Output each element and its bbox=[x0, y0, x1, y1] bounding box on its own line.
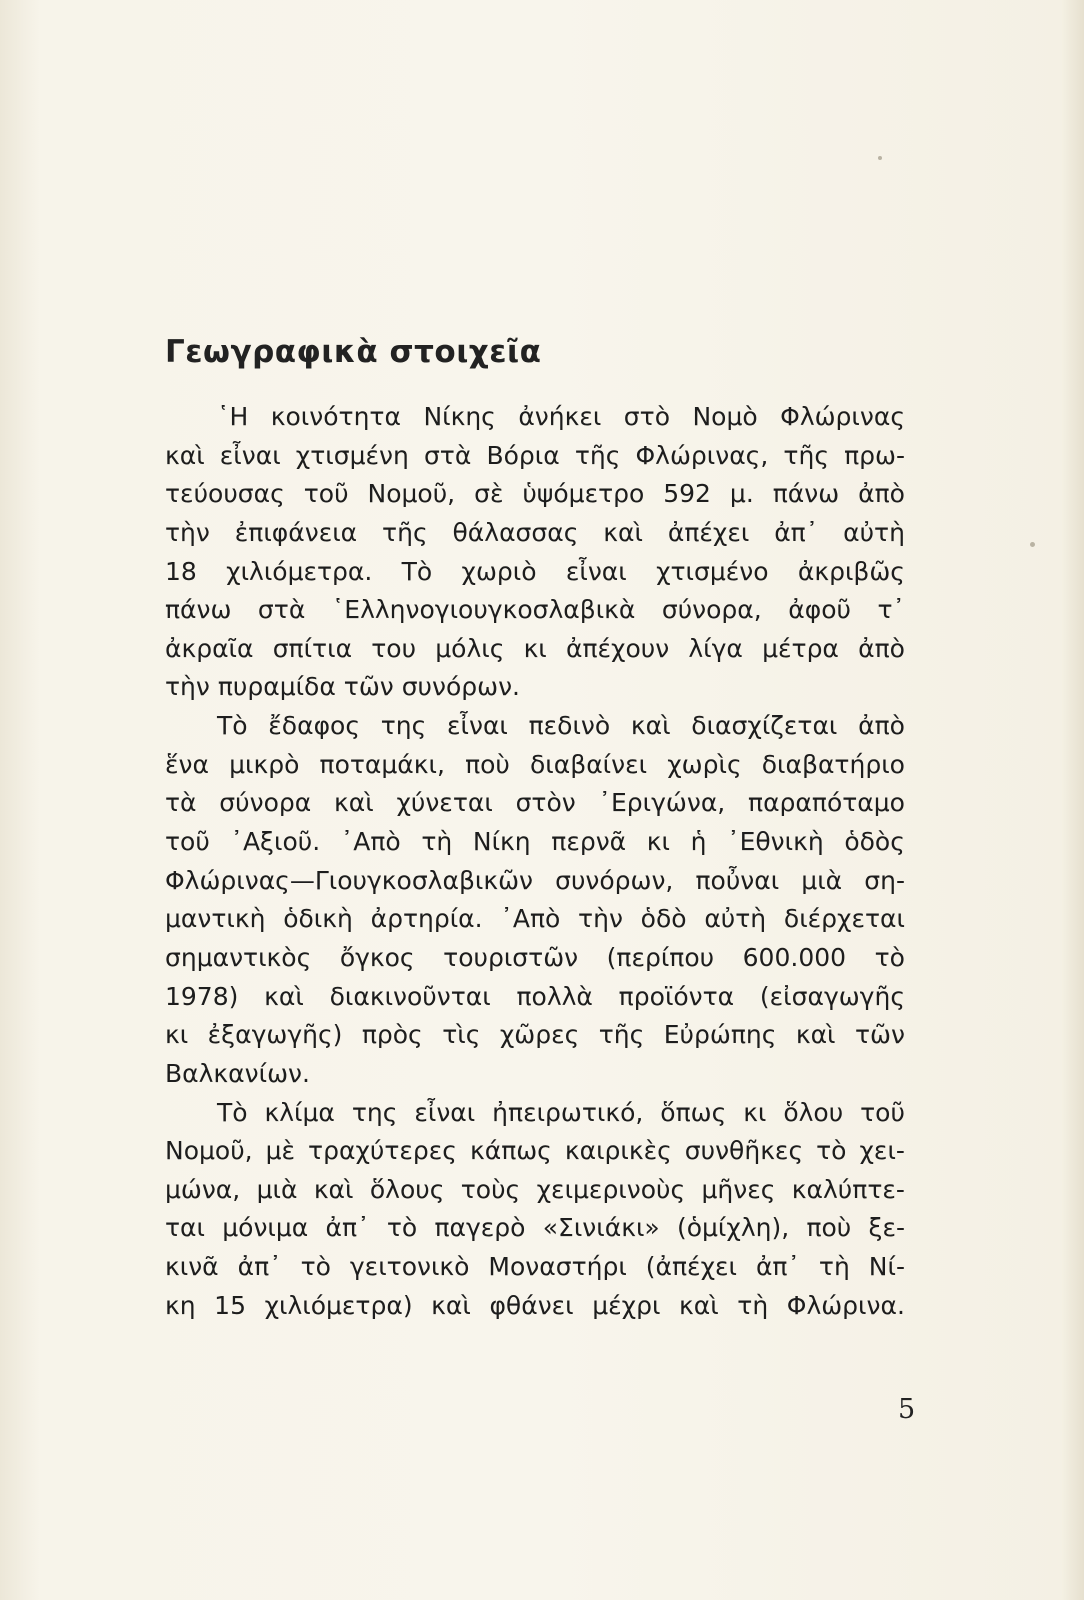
text-line bbox=[165, 900, 905, 939]
word: ᾽Απὸ bbox=[340, 827, 401, 857]
word: (περίπου bbox=[606, 942, 715, 972]
word: 15 bbox=[214, 1290, 246, 1320]
word: ὅλου bbox=[783, 1097, 844, 1127]
word: χωριὸ bbox=[461, 556, 537, 586]
word: παγερὸ bbox=[434, 1213, 526, 1243]
word: τοῦ bbox=[303, 479, 349, 509]
word: φθάνει bbox=[489, 1290, 574, 1320]
page-edge bbox=[1062, 0, 1084, 1600]
word: ἀρτηρία. bbox=[370, 904, 483, 934]
page-number: 5 bbox=[898, 1394, 916, 1425]
word: σημαντικὸς bbox=[165, 942, 312, 972]
word: τῶν bbox=[343, 672, 394, 702]
word: διακινοῦνται bbox=[329, 981, 491, 1011]
word: ἀφοῦ bbox=[788, 595, 851, 625]
word: τῆς bbox=[574, 440, 621, 470]
word: διέρχεται bbox=[783, 904, 905, 934]
text-line bbox=[165, 437, 905, 476]
word: ἐξαγωγῆς) bbox=[207, 1020, 343, 1050]
word: χει- bbox=[859, 1136, 905, 1166]
word: θάλασσας bbox=[452, 517, 579, 547]
word: ἀπ᾽ bbox=[237, 1252, 282, 1282]
word: περνᾶ bbox=[551, 827, 627, 857]
word: πυραμίδα bbox=[217, 672, 336, 702]
word: Τὸ bbox=[217, 1097, 248, 1127]
word: στὰ bbox=[423, 440, 472, 470]
word: πολλὰ bbox=[516, 981, 593, 1011]
word: στὸν bbox=[515, 788, 576, 818]
word: 18 bbox=[165, 556, 197, 586]
word: κι bbox=[646, 827, 670, 857]
word: καὶ bbox=[313, 1174, 354, 1204]
word: καλύπτε- bbox=[791, 1174, 905, 1204]
word: συνόρων, bbox=[555, 865, 674, 895]
body-text bbox=[165, 398, 905, 1325]
word: σὲ bbox=[474, 479, 504, 509]
word: καὶ bbox=[679, 1290, 719, 1320]
word: ποταμάκι, bbox=[319, 749, 445, 779]
word: γειτονικὸ bbox=[349, 1252, 470, 1282]
word: ᾽Αξιοῦ. bbox=[230, 827, 321, 857]
word: ἀπ᾽ bbox=[774, 517, 819, 547]
word: τὴν bbox=[165, 517, 210, 547]
word: καὶ bbox=[431, 1290, 471, 1320]
word: προϊόντα bbox=[618, 981, 735, 1011]
word: μόνιμα bbox=[222, 1213, 309, 1243]
word: του bbox=[371, 633, 417, 663]
word: μόλις bbox=[435, 633, 505, 663]
word: ὄγκος bbox=[339, 942, 415, 972]
word: ὁδὸ bbox=[640, 904, 687, 934]
word: σύνορα, bbox=[661, 595, 762, 625]
word: εἶναι bbox=[447, 711, 508, 741]
word: πάνω bbox=[772, 479, 840, 509]
word: Νί- bbox=[868, 1252, 905, 1282]
word: Τὸ bbox=[217, 711, 248, 741]
word: κάπως bbox=[469, 1136, 552, 1166]
word: Μοναστήρι bbox=[488, 1252, 627, 1282]
word: παραπόταμο bbox=[748, 788, 905, 818]
word: μαντικὴ bbox=[165, 904, 266, 934]
word: μιὰ bbox=[801, 865, 843, 895]
word: καὶ bbox=[333, 788, 374, 818]
word: εἶναι bbox=[565, 556, 627, 586]
word: «Σινιάκι» bbox=[542, 1213, 660, 1243]
word: καὶ bbox=[165, 440, 205, 470]
word: ἕνα bbox=[165, 749, 209, 779]
word: κλίμα bbox=[264, 1097, 335, 1127]
word: κη bbox=[165, 1290, 196, 1320]
word: τῆς bbox=[598, 1020, 645, 1050]
word: τὴν bbox=[578, 904, 623, 934]
word: ὅλους bbox=[369, 1174, 445, 1204]
word: καὶ bbox=[264, 981, 304, 1011]
word: Νίκης bbox=[423, 402, 496, 431]
word: ῾Η bbox=[217, 402, 249, 431]
word: ὑψόμετρο bbox=[522, 479, 645, 509]
word: ὅπως bbox=[660, 1097, 727, 1127]
word: αὐτὴ bbox=[704, 904, 767, 934]
word: κι bbox=[743, 1097, 767, 1127]
word: Νίκη bbox=[472, 827, 531, 857]
word: χτισμένο bbox=[656, 556, 769, 586]
word: ἐπιφάνεια bbox=[234, 517, 358, 547]
word: διασχίζεται bbox=[691, 711, 838, 741]
paper-speck bbox=[878, 156, 882, 160]
word: της bbox=[380, 711, 427, 741]
text-line bbox=[165, 1094, 905, 1133]
text-line bbox=[165, 553, 905, 592]
word: 592 bbox=[663, 479, 711, 509]
word: μῆνες bbox=[701, 1174, 776, 1204]
text-line bbox=[165, 591, 905, 630]
word: Νομοῦ, bbox=[165, 1136, 253, 1166]
word: καιρικὲς bbox=[564, 1136, 672, 1166]
word: εἶναι bbox=[414, 1097, 476, 1127]
word: (ἀπέχει bbox=[645, 1252, 737, 1282]
word: μικρὸ bbox=[229, 749, 300, 779]
word: πρω- bbox=[844, 440, 905, 470]
word: πάνω bbox=[165, 595, 232, 625]
word: 600.000 bbox=[742, 942, 847, 972]
word: καὶ bbox=[603, 517, 643, 547]
text-line bbox=[165, 978, 905, 1017]
word: ποὖναι bbox=[695, 865, 780, 895]
word: χιλιόμετρα) bbox=[264, 1290, 413, 1320]
word: κοινότητα bbox=[270, 402, 401, 431]
word: 1978) bbox=[165, 981, 239, 1011]
word: ῾Ελληνογιουγκοσλαβικὰ bbox=[331, 595, 636, 625]
word: ἀπ᾽ bbox=[755, 1252, 800, 1282]
text-line bbox=[165, 862, 905, 901]
word: μέτρα bbox=[762, 633, 839, 663]
word: τουριστῶν bbox=[443, 942, 579, 972]
word: κι bbox=[523, 633, 547, 663]
text-line bbox=[165, 1132, 905, 1171]
text-line bbox=[165, 1055, 905, 1094]
text-line bbox=[165, 746, 905, 785]
word: Φλώρινας bbox=[780, 402, 905, 431]
word: διαβαίνει bbox=[530, 749, 648, 779]
word: τὸ bbox=[874, 942, 905, 972]
text-line bbox=[165, 1248, 905, 1287]
word: σύνορα bbox=[219, 788, 312, 818]
word: ται bbox=[165, 1213, 205, 1243]
word: της bbox=[351, 1097, 398, 1127]
word: τῆς bbox=[382, 517, 428, 547]
word: ὁδὸς bbox=[844, 827, 905, 857]
word: διαβατήριο bbox=[761, 749, 905, 779]
paper-speck bbox=[1030, 542, 1035, 547]
word: τῆς bbox=[783, 440, 829, 470]
word: πεδινὸ bbox=[528, 711, 611, 741]
word: Βαλκανίων. bbox=[165, 1058, 310, 1088]
word: ἔδαφος bbox=[268, 711, 361, 741]
word: τὸ bbox=[386, 1213, 418, 1243]
text-line bbox=[165, 1287, 905, 1326]
word: ἀκριβῶς bbox=[797, 556, 905, 586]
word: Βόρια bbox=[486, 440, 560, 470]
text-line bbox=[165, 668, 905, 707]
word: συνθῆκες bbox=[684, 1136, 804, 1166]
word: ἡ bbox=[690, 827, 707, 857]
word: ξε- bbox=[868, 1213, 905, 1243]
text-line bbox=[165, 707, 905, 746]
word: Φλώρινας, bbox=[635, 440, 769, 470]
text-line bbox=[165, 475, 905, 514]
word: χτισμένη bbox=[295, 440, 409, 470]
word: τὴ bbox=[421, 827, 453, 857]
word: (ὁμίχλη), bbox=[676, 1213, 790, 1243]
word: ἀνήκει bbox=[518, 402, 602, 431]
word: σπίτια bbox=[272, 633, 353, 663]
word: στὸ bbox=[623, 402, 670, 431]
word: τὸ bbox=[816, 1136, 847, 1166]
word: ἀπέχουν bbox=[565, 633, 670, 663]
word: ἀκραῖα bbox=[165, 633, 254, 663]
word: ᾽Απὸ bbox=[500, 904, 561, 934]
word: τὶς bbox=[442, 1020, 481, 1050]
word: τ᾽ bbox=[877, 595, 905, 625]
text-line bbox=[165, 398, 905, 437]
word: ἀπέχει bbox=[667, 517, 750, 547]
word: ποὺ bbox=[465, 749, 510, 779]
text-line bbox=[165, 939, 905, 978]
text-line bbox=[165, 630, 905, 669]
word: ἀπὸ bbox=[858, 479, 905, 509]
word: κινᾶ bbox=[165, 1252, 219, 1282]
word: στὰ bbox=[257, 595, 306, 625]
word: συνόρων. bbox=[401, 672, 520, 702]
word: μέχρι bbox=[592, 1290, 661, 1320]
word: κι bbox=[165, 1020, 189, 1050]
word: τὴ bbox=[737, 1290, 769, 1320]
word: μώνα, bbox=[165, 1174, 241, 1204]
word: ᾽Εριγώνα, bbox=[598, 788, 726, 818]
word: ἠπειρωτικό, bbox=[492, 1097, 644, 1127]
word: ᾽Εθνικὴ bbox=[727, 827, 824, 857]
word: Εὐρώπης bbox=[663, 1020, 777, 1050]
word: ἀπὸ bbox=[858, 711, 905, 741]
word: ποὺ bbox=[806, 1213, 852, 1243]
text-line bbox=[165, 823, 905, 862]
word: χῶρες bbox=[499, 1020, 580, 1050]
word: χύνεται bbox=[396, 788, 493, 818]
word: τεύουσας bbox=[165, 479, 285, 509]
word: Φλώρινα. bbox=[786, 1290, 905, 1320]
section-heading: Γεωγραφικὰ στοιχεῖα bbox=[165, 334, 542, 370]
word: Φλώρινας—Γιουγκοσλαβικῶν bbox=[165, 865, 533, 895]
text-line bbox=[165, 1171, 905, 1210]
word: τὴ bbox=[818, 1252, 850, 1282]
word: Νομοῦ, bbox=[367, 479, 456, 509]
text-line bbox=[165, 514, 905, 553]
word: ἀπ᾽ bbox=[325, 1213, 370, 1243]
word: τοὺς bbox=[460, 1174, 521, 1204]
word: χειμερινοὺς bbox=[536, 1174, 686, 1204]
word: τὸ bbox=[300, 1252, 331, 1282]
word: χιλιόμετρα. bbox=[226, 556, 373, 586]
word: ὁδικὴ bbox=[283, 904, 353, 934]
word: πρὸς bbox=[361, 1020, 423, 1050]
word: καὶ bbox=[795, 1020, 836, 1050]
word: ση- bbox=[864, 865, 905, 895]
word: χωρὶς bbox=[667, 749, 742, 779]
word: αὐτὴ bbox=[843, 517, 905, 547]
word: Τὸ bbox=[401, 556, 433, 586]
word: καὶ bbox=[630, 711, 671, 741]
word: τραχύτερες bbox=[308, 1136, 457, 1166]
word: (εἰσαγωγῆς bbox=[759, 981, 905, 1011]
text-line bbox=[165, 1016, 905, 1055]
word: τῶν bbox=[854, 1020, 905, 1050]
word: μ. bbox=[729, 479, 754, 509]
word: τὰ bbox=[165, 788, 197, 818]
word: μιὰ bbox=[256, 1174, 298, 1204]
word: λίγα bbox=[688, 633, 743, 663]
word: τοῦ bbox=[165, 827, 210, 857]
word: εἶναι bbox=[219, 440, 281, 470]
word: ἀπὸ bbox=[858, 633, 905, 663]
word: Νομὸ bbox=[692, 402, 758, 431]
word: τὴν bbox=[165, 672, 210, 702]
text-line bbox=[165, 784, 905, 823]
text-line bbox=[165, 1209, 905, 1248]
word: τοῦ bbox=[860, 1097, 905, 1127]
word: μὲ bbox=[265, 1136, 296, 1166]
